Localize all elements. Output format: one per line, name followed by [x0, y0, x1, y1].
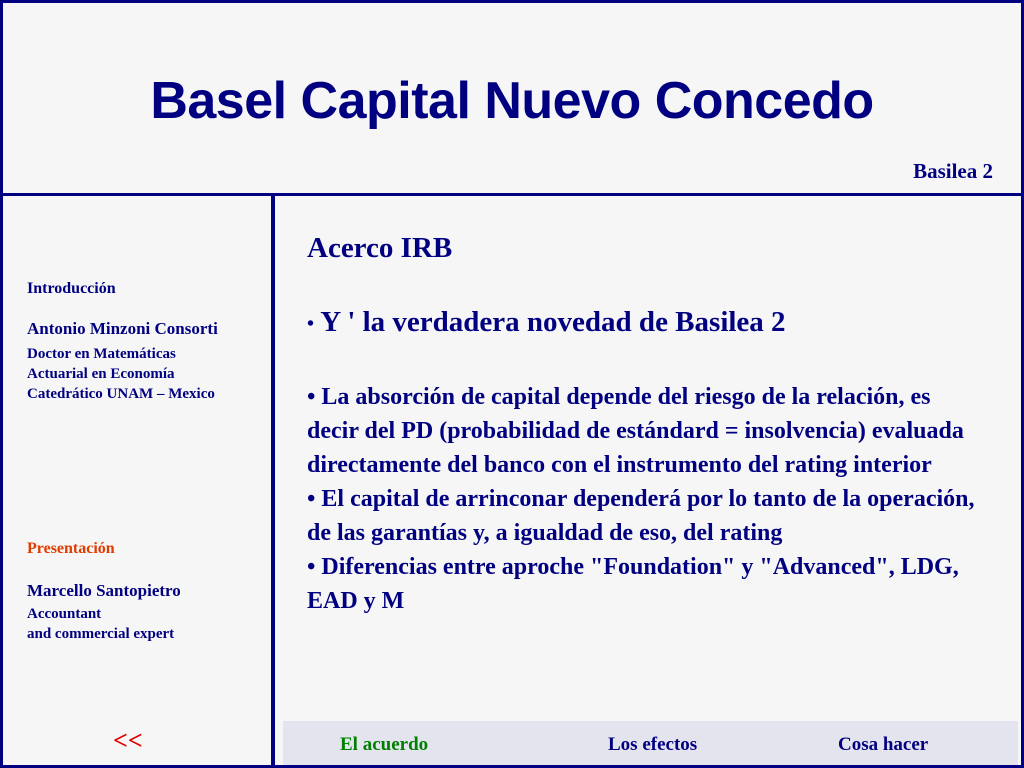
author1-line-3: Catedrático UNAM – Mexico [27, 386, 215, 402]
paragraph-1: • La absorción de capital depende del riesgo de la relación, es decir del PD (probabilidad de estándard = insolvencia) evaluada directamente del banco con el instrumento del rating interior [307, 384, 964, 478]
author2-line-2: and commercial expert [27, 626, 175, 642]
author2-line-1: Accountant [27, 606, 102, 622]
author2-name: Marcello Santopietro [27, 581, 181, 600]
sidebar [0, 196, 275, 768]
sidebar-link-presentacion[interactable]: Presentación [27, 540, 115, 557]
nav-el-acuerdo[interactable]: El acuerdo [340, 734, 429, 755]
sidebar-link-introduccion[interactable]: Introducción [27, 280, 116, 297]
author1-line-2: Actuarial en Economía [27, 366, 175, 382]
nav-cosa-hacer[interactable]: Cosa hacer [838, 734, 929, 755]
nav-los-efectos[interactable]: Los efectos [608, 734, 698, 755]
author1-name: Antonio Minzoni Consorti [27, 319, 218, 338]
page-title: Basel Capital Nuevo Concedo [150, 72, 874, 130]
author1-line-1: Doctor en Matemáticas [27, 346, 176, 362]
lead-text: Y ' la verdadera novedad de Basilea 2 [320, 306, 786, 338]
section-heading: Acerco IRB [307, 232, 453, 264]
body-text [307, 380, 987, 618]
main-content [275, 196, 1024, 768]
header [0, 0, 1024, 196]
bottom-nav [283, 721, 1018, 765]
back-button[interactable]: << [113, 726, 143, 755]
bullet-icon: • [307, 312, 315, 335]
paragraph-3: • Diferencias entre aproche "Foundation" y "Advanced", LDG, EAD y M [307, 554, 959, 614]
paragraph-2: • El capital de arrinconar dependerá por lo tanto de la operación, de las garantías y, a igualdad de eso, del rating [307, 486, 975, 546]
page-subtitle: Basilea 2 [913, 159, 993, 183]
lead-statement [307, 306, 786, 339]
